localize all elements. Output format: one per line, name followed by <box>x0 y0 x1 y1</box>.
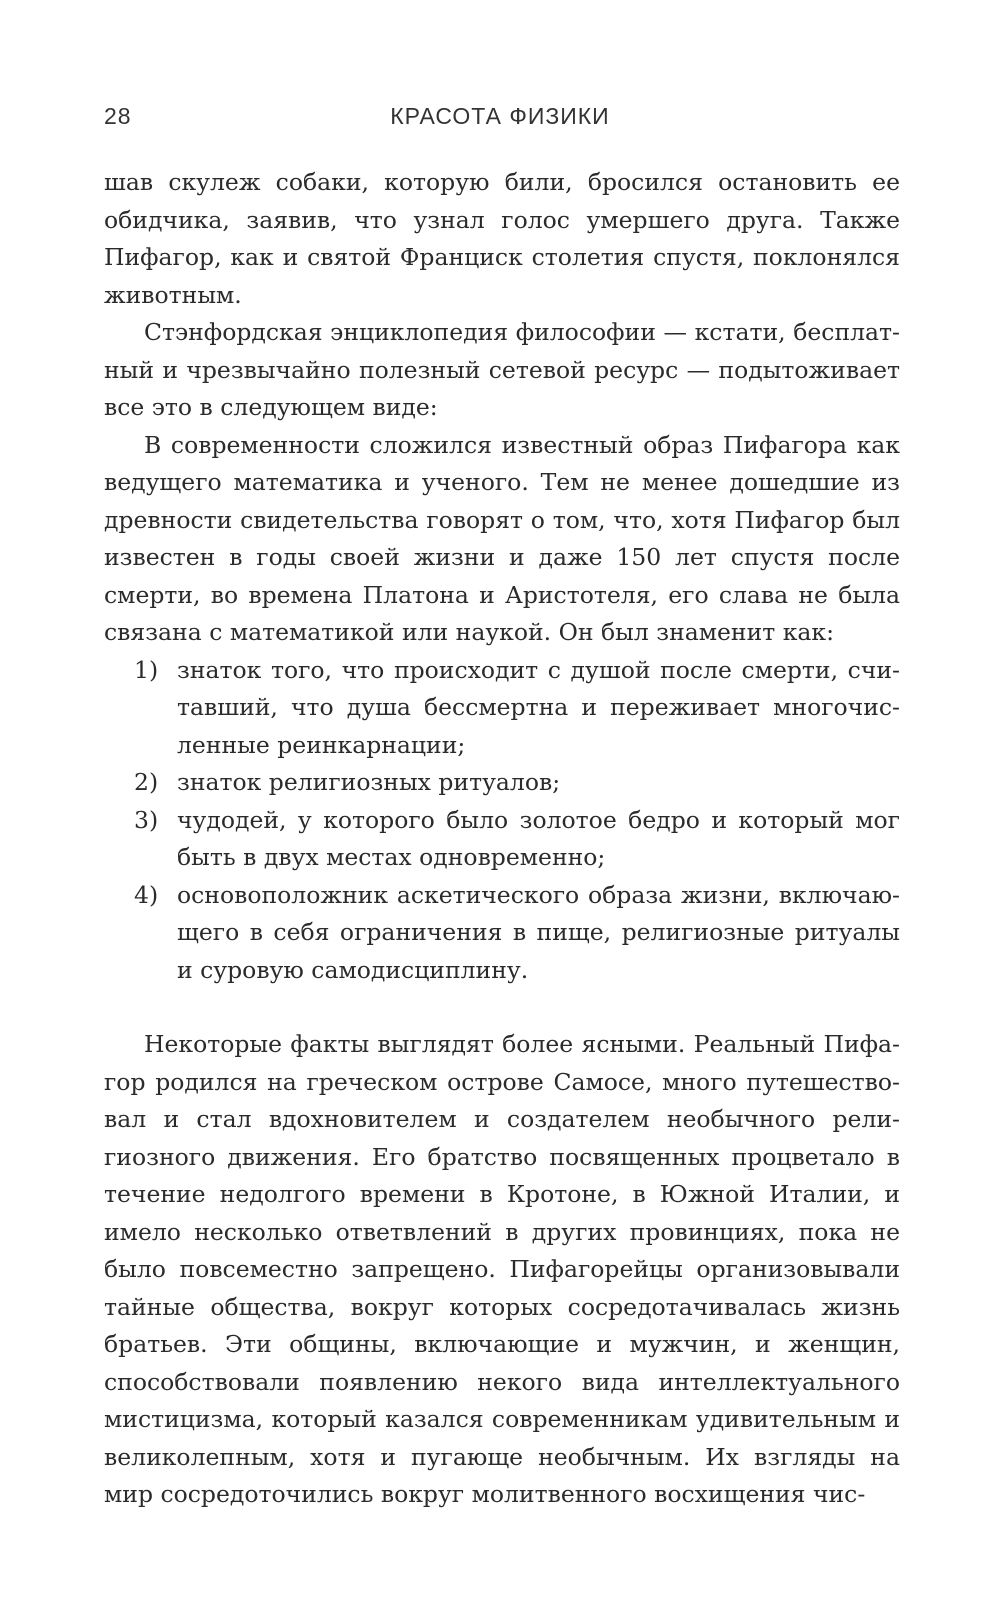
page-body <box>104 164 900 1514</box>
quotation-list <box>104 652 900 990</box>
list-item-number: 1) <box>134 655 159 684</box>
list-item <box>104 764 900 802</box>
quotation-block <box>104 427 900 990</box>
list-item-number: 4) <box>134 880 159 909</box>
list-item-text: знаток того, что происходит с душой после смерти, считавший, что душа бессмертна и переживает многочисленные реинкарнации; <box>177 655 900 759</box>
quotation-text: В современности сложился известный образ Пифагора как ведущего математика и ученого. Тем не менее дошедшие из древности свидетельства говорят о том, что, хотя Пифагор был известен в годы своей жизни и даже 150 лет спустя после смерти, во времена Платона и Аристотеля, его слава не была связана с математикой или наукой. Он был знаменит как: <box>104 430 900 646</box>
section-gap <box>104 989 900 1026</box>
list-item <box>104 802 900 877</box>
running-title: КРАСОТА ФИЗИКИ <box>390 103 610 129</box>
paragraph-facts: Некоторые факты выглядят более ясными. Реальный Пифагор родился на греческом острове Самосе, много путешествовал и стал вдохновителем и создателем необычного религиозного движения. Его братство посвященных процветало в течение недолгого времени в Кротоне, в Южной Италии, и имело несколько ответвлений в других провинциях, пока не было повсеместно запрещено. Пифагорейцы организовывали тайные общества, вокруг которых сосредотачивалась жизнь братьев. Эти общины, включающие и мужчин, и женщин, способствовали появлению некого вида интеллектуального мистицизма, который казался современникам удивительным и великолепным, хотя и пугающе необычным. Их взгляды на мир сосредоточились вокруг молитвенного восхищения чис- <box>104 1030 900 1508</box>
list-item-text: основоположник аскетического образа жизни, включающего в себя ограничения в пище, религиозные ритуалы и суровую самодисциплину. <box>177 880 900 984</box>
paragraph-stanford: Стэнфордская энциклопедия философии — кстати, бесплатный и чрезвычайно полезный сетевой ресурс — подытоживает все это в следующем виде: <box>104 318 900 421</box>
paragraph-continuation: шав скулеж собаки, которую били, бросился остановить ее обидчика, заявив, что узнал голос умершего друга. Также Пифагор, как и святой Франциск столетия спустя, поклонялся животным. <box>104 168 900 309</box>
page-number: 28 <box>104 103 132 129</box>
list-item-text: чудодей, у которого было золотое бедро и который мог быть в двух местах одновременно; <box>177 805 900 871</box>
list-item-number: 3) <box>134 805 159 834</box>
list-item <box>104 877 900 990</box>
list-item-number: 2) <box>134 768 159 796</box>
list-item-text: знаток религиозных ритуалов; <box>177 768 561 796</box>
list-item <box>104 652 900 765</box>
